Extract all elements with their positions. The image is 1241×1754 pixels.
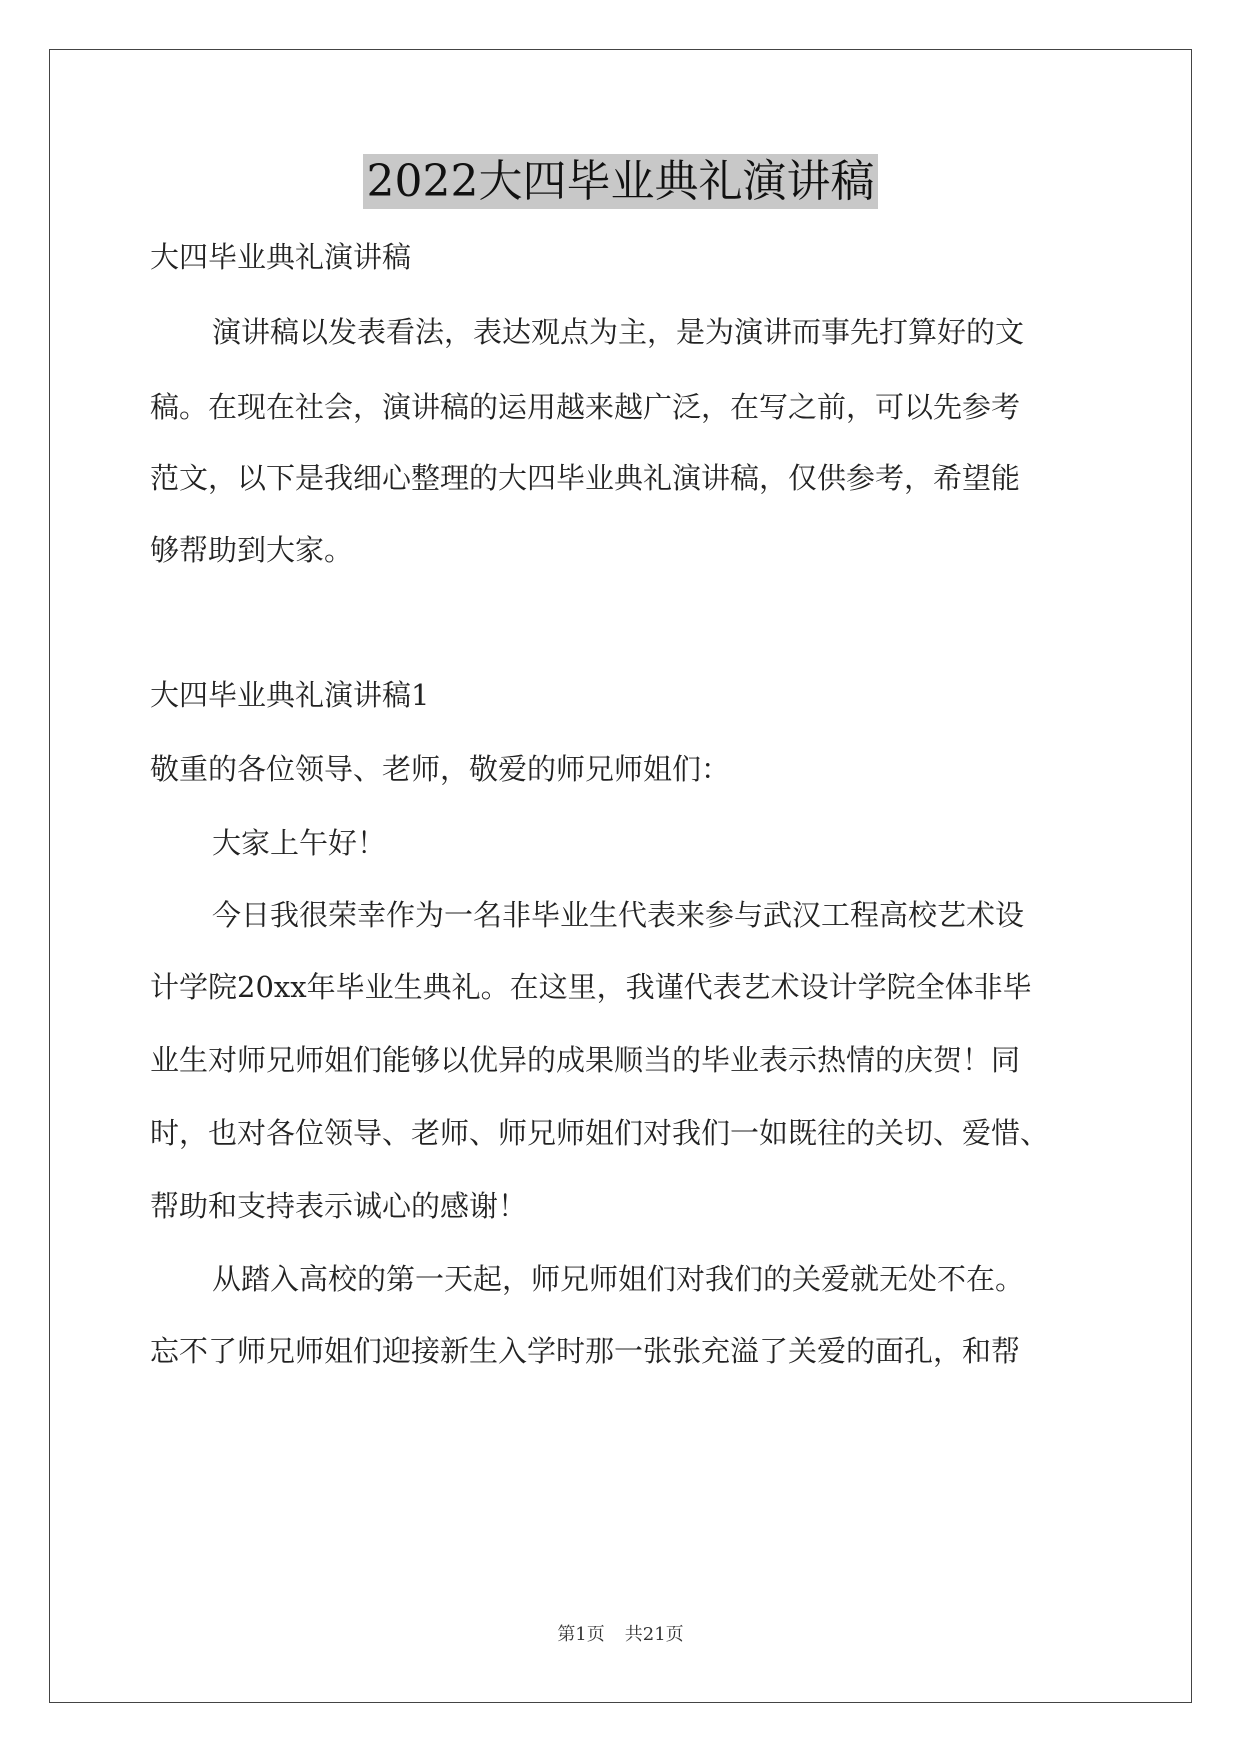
page-border bbox=[49, 49, 1192, 1703]
paragraph-line: 范文，以下是我细心整理的大四毕业典礼演讲稿，仅供参考，希望能 bbox=[150, 461, 1021, 495]
subtitle-line: 大四毕业典礼演讲稿 bbox=[150, 240, 412, 274]
paragraph-line: 稿。在现在社会，演讲稿的运用越来越广泛，在写之前，可以先参考 bbox=[150, 390, 1021, 424]
paragraph-line: 够帮助到大家。 bbox=[150, 533, 354, 567]
paragraph-line: 从踏入高校的第一天起，师兄师姐们对我们的关爱就无处不在。 bbox=[212, 1262, 1025, 1296]
document-title-text: 2022大四毕业典礼演讲稿 bbox=[363, 154, 879, 209]
greeting-line: 大家上午好！ bbox=[212, 826, 387, 860]
paragraph-line: 计学院20xx年毕业生典礼。在这里，我谨代表艺术设计学院全体非毕 bbox=[150, 970, 1032, 1004]
paragraph-line: 帮助和支持表示诚心的感谢！ bbox=[150, 1189, 528, 1223]
page-number: 第1页 bbox=[557, 1624, 605, 1645]
paragraph-line: 今日我很荣幸作为一名非毕业生代表来参与武汉工程高校艺术设 bbox=[212, 898, 1025, 932]
page-footer bbox=[0, 1620, 1241, 1646]
paragraph-line: 忘不了师兄师姐们迎接新生入学时那一张张充溢了关爱的面孔，和帮 bbox=[150, 1334, 1021, 1368]
salutation-line: 敬重的各位领导、老师，敬爱的师兄师姐们： bbox=[150, 752, 731, 786]
paragraph-line: 业生对师兄师姐们能够以优异的成果顺当的毕业表示热情的庆贺！同 bbox=[150, 1043, 1021, 1077]
paragraph-line: 演讲稿以发表看法，表达观点为主，是为演讲而事先打算好的文 bbox=[212, 315, 1025, 349]
paragraph-line: 时，也对各位领导、老师、师兄师姐们对我们一如既往的关切、爱惜、 bbox=[150, 1116, 1050, 1150]
document-title bbox=[0, 150, 1241, 214]
section-heading: 大四毕业典礼演讲稿1 bbox=[150, 678, 430, 712]
page-total: 共21页 bbox=[624, 1624, 684, 1645]
